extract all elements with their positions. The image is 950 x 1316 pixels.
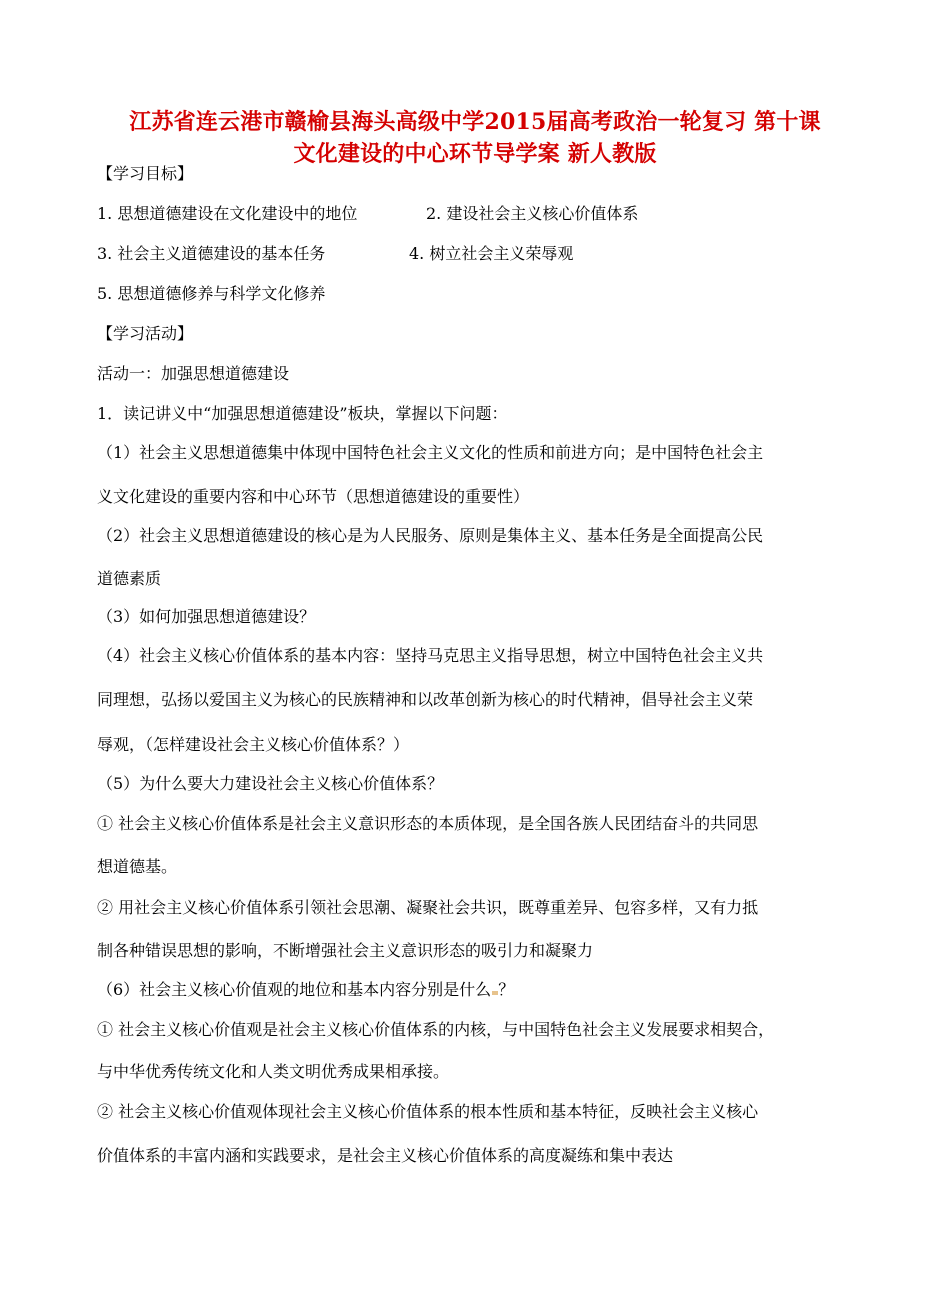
- question-6-answer-1-line-2: 与中华优秀传统文化和人类文明优秀成果相承接。: [97, 1062, 450, 1081]
- objective-item-3: 3. 社会主义道德建设的基本任务: [97, 244, 326, 263]
- question-5-answer-2-line-1: ② 用社会主义核心价值体系引领社会思潮、凝聚社会共识，既尊重差异、包容多样，又有力抵: [97, 898, 759, 917]
- question-2-line-1: （2）社会主义思想道德建设的核心是为人民服务、原则是集体主义、基本任务是全面提高公民: [97, 526, 764, 545]
- objective-item-1: 1. 思想道德建设在文化建设中的地位: [97, 204, 358, 223]
- question-1-line-1: （1）社会主义思想道德集中体现中国特色社会主义文化的性质和前进方向；是中国特色社会主: [97, 443, 764, 462]
- objective-item-4: 4. 树立社会主义荣辱观: [409, 244, 574, 263]
- activities-heading: 【学习活动】: [97, 324, 194, 343]
- question-2-line-2: 道德素质: [97, 569, 162, 588]
- title-line-1: 江苏省连云港市赣榆县海头高级中学2015届高考政治一轮复习 第十课: [129, 109, 821, 135]
- question-5-answer-2-line-2: 制各种错误思想的影响，不断增强社会主义意识形态的吸引力和凝聚力: [97, 941, 594, 960]
- question-6-end: ？: [498, 980, 515, 999]
- question-6-answer-2-line-1: ② 社会主义核心价值观体现社会主义核心价值体系的根本性质和基本特征，反映社会主义核心: [97, 1102, 759, 1121]
- question-1-line-2: 义文化建设的重要内容和中心环节（思想道德建设的重要性）: [97, 487, 530, 506]
- question-4-line-3: 辱观，（怎样建设社会主义核心价值体系？）: [97, 735, 410, 754]
- question-6-answer-1-line-1: ① 社会主义核心价值观是社会主义核心价值体系的内核，与中国特色社会主义发展要求相契合，: [97, 1020, 775, 1039]
- question-6-text: （6）社会主义核心价值观的地位和基本内容分别是什么: [97, 980, 492, 999]
- objectives-heading: 【学习目标】: [97, 164, 194, 183]
- objective-item-2: 2. 建设社会主义核心价值体系: [426, 204, 639, 223]
- question-5: （5）为什么要大力建设社会主义核心价值体系？: [97, 774, 444, 793]
- question-4-line-2: 同理想，弘扬以爱国主义为核心的民族精神和以改革创新为核心的时代精神，倡导社会主义荣: [97, 690, 754, 709]
- reading-instruction: 1．读记讲义中“加强思想道德建设”板块，掌握以下问题：: [97, 404, 508, 423]
- document-title: [60, 106, 890, 170]
- question-6: [97, 980, 514, 1000]
- activity-1-title: 活动一：加强思想道德建设: [97, 364, 290, 383]
- question-5-answer-1-line-1: ① 社会主义核心价值体系是社会主义意识形态的本质体现，是全国各族人民团结奋斗的共同思: [97, 814, 759, 833]
- question-5-answer-1-line-2: 想道德基。: [97, 857, 178, 876]
- question-3: （3）如何加强思想道德建设？: [97, 607, 316, 626]
- objective-item-5: 5. 思想道德修养与科学文化修养: [97, 284, 326, 303]
- question-4-line-1: （4）社会主义核心价值体系的基本内容：坚持马克思主义指导思想，树立中国特色社会主义共: [97, 646, 764, 665]
- title-line-2: 文化建设的中心环节导学案 新人教版: [293, 141, 657, 167]
- question-6-answer-2-line-2: 价值体系的丰富内涵和实践要求，是社会主义核心价值体系的高度凝练和集中表达: [97, 1146, 674, 1165]
